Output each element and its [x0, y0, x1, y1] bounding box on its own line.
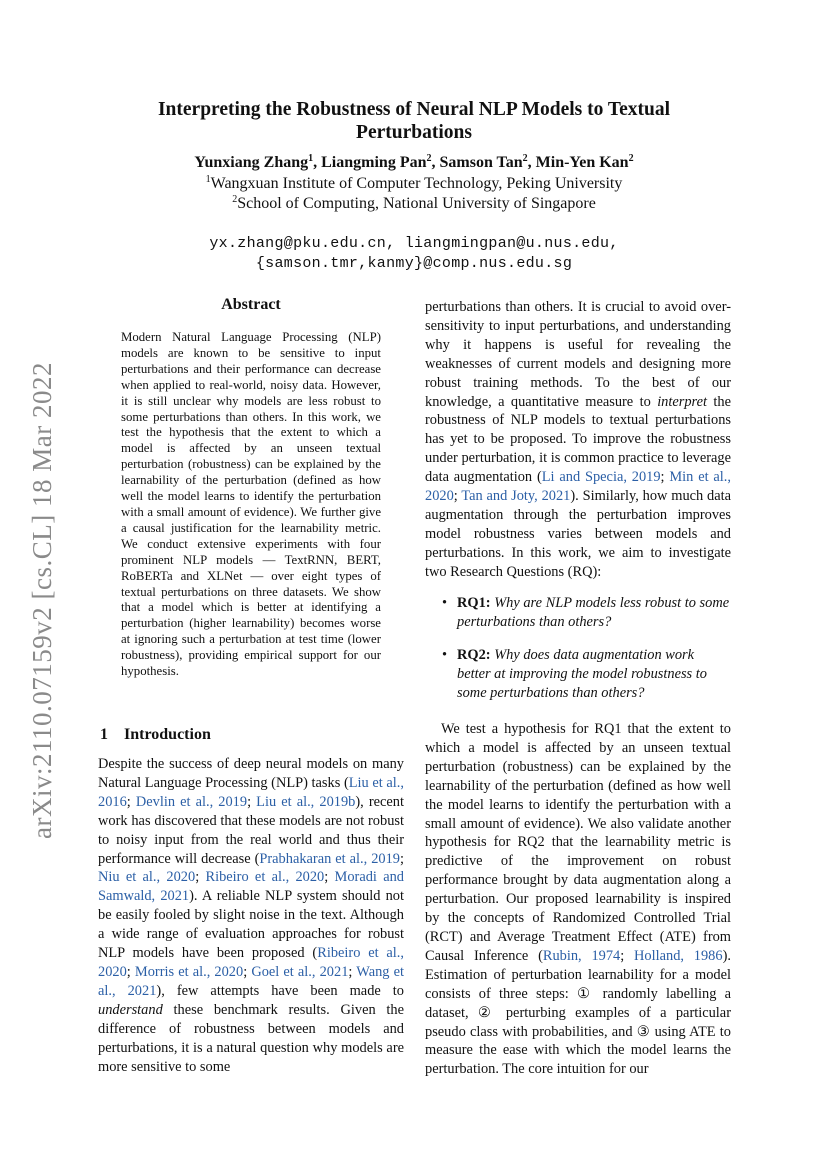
emphasis-text: understand: [98, 1001, 163, 1018]
email-line: yx.zhang@pku.edu.cn, liangmingpan@u.nus.edu,: [209, 235, 619, 252]
citation-link[interactable]: Rubin, 1974: [542, 947, 621, 964]
body-text: ;: [126, 963, 135, 980]
citation-link[interactable]: Moradi and Samwald, 2021: [98, 869, 404, 905]
body-text: ;: [243, 963, 252, 980]
body-text: ), recent work has discovered that these models are not robust to noisy input from the real world and thus their performance will decrease (: [98, 793, 404, 867]
author-name: Liangming Pan: [321, 154, 427, 171]
citation-link[interactable]: Goel et al., 2021: [251, 963, 349, 980]
citation-link[interactable]: Wang et al., 2021: [98, 963, 404, 999]
body-text: ). Similarly, how much data augmentation through the perturbation improves model robustness varies between models and perturbations. In this work, we aim to investigate two Research Questions (RQ):: [425, 488, 732, 580]
abstract-body: Modern Natural Language Processing (NLP) models are known to be sensitive to input perturbations and their performance can decrease when applied to real-world, noisy data. However, it is still unclear why models are less robust to some perturbations than others. In this work, we test the hypothesis that the extent to which a model is affected by an unseen textual perturbation (robustness) can be explained by the learnability of the perturbation (defined as how well the model learns to identify the perturbation with a small amount of evidence). We further give a causal justification for the learnability metric. We conduct extensive experiments with four prominent NLP models — TextRNN, BERT, RoBERTa and XLNet — over eight types of textual perturbations on three datasets. We show that a model which is better at identifying a perturbation (higher learnability) becomes worse at ignoring such a perturbation at test time (lower robustness), providing empirical support for our hypothesis.: [121, 330, 381, 679]
citation-link[interactable]: Liu et al., 2016: [98, 774, 404, 810]
citation-link[interactable]: Tan and Joty, 2021: [461, 488, 571, 505]
body-text: Despite the success of deep neural models on many Natural Language Processing (NLP) tasks (: [98, 756, 404, 791]
body-text: the robustness of NLP models to textual perturbations has yet to be proposed. To improve the robustness under perturbation, it is common practice to leverage data augmentation (: [425, 393, 731, 486]
citation-link[interactable]: Devlin et al., 2019: [135, 793, 248, 810]
body-text: ;: [247, 793, 257, 810]
body-text: ;: [195, 869, 206, 886]
author-name: Min-Yen Kan: [535, 154, 629, 171]
affiliation-text: School of Computing, National University of Singapore: [237, 195, 596, 212]
author-mark: 1: [308, 153, 314, 164]
citation-link[interactable]: Holland, 1986: [634, 947, 723, 964]
affiliation-mark: 1: [205, 174, 211, 185]
citation-link[interactable]: Prabhakaran et al., 2019: [259, 850, 400, 867]
rq-label: RQ1:: [457, 595, 491, 611]
body-text: We test a hypothesis for RQ1 that the extent to which a model is affected by an unseen textual perturbation (robustness) can be explained by the learnability of the perturbation (defined as how well the model learns to identify the perturbation with a small amount of evidence). We also validate another hypothesis for RQ2 that the learnability metric is predictive of the improvement on robust performance brought by data augmentation along a perturbation. Our proposed learnability is inspired by the concepts of Randomized Controlled Trial (RCT) and Average Treatment Effect (ATE) from Causal Inference (: [425, 721, 731, 964]
body-text: ;: [400, 850, 404, 867]
citation-link[interactable]: Morris et al., 2020: [134, 963, 244, 980]
citation-link[interactable]: Liu et al., 2019b: [256, 793, 356, 810]
body-text: ;: [126, 793, 136, 810]
body-text: ), few attempts have been made to: [156, 982, 404, 999]
intro-paragraph-continued: [425, 298, 731, 582]
intro-paragraph: [98, 755, 404, 1076]
emphasis-text: interpret: [657, 393, 708, 410]
citation-link[interactable]: Ribeiro et al., 2020: [205, 869, 325, 886]
section-title: Introduction: [124, 726, 211, 743]
rq-label: RQ2:: [457, 646, 491, 663]
rq-text: Why are NLP models less robust to some perturbations than others?: [457, 595, 730, 630]
body-text: ;: [348, 963, 357, 980]
citation-link[interactable]: Ribeiro et al., 2020: [98, 945, 404, 980]
body-text: ;: [324, 869, 335, 886]
author-mark: 2: [426, 153, 432, 164]
author-mark: 2: [628, 153, 634, 164]
citation-link[interactable]: Niu et al., 2020: [98, 869, 196, 886]
bullet-icon: •: [442, 646, 448, 663]
affiliation-mark: 2: [232, 194, 238, 205]
body-text: these benchmark results. Given the difference of robustness between models and perturbations, it is a natural question why models are more sensitive to some: [98, 1001, 404, 1075]
research-question-item: [425, 646, 731, 703]
affiliation-text: Wangxuan Institute of Computer Technology, Peking University: [210, 175, 623, 192]
section-heading-introduction: [100, 726, 211, 744]
affiliation-line: [100, 174, 728, 194]
intro-paragraph: [425, 720, 731, 1079]
author-name: Samson Tan: [439, 154, 523, 171]
citation-link[interactable]: Li and Specia, 2019: [541, 469, 661, 486]
research-question-item: [425, 594, 731, 632]
citation-link[interactable]: Min et al., 2020: [425, 469, 731, 505]
rq-text: Why does data augmentation work better at improving the model robustness to some perturbations than others?: [457, 646, 707, 701]
bullet-icon: •: [442, 595, 448, 611]
arxiv-identifier-text: arXiv:2110.07159v2 [cs.CL] 18 Mar 2022: [26, 361, 57, 839]
author-list: Yunxiang Zhang$^1$, Liangming Pan$^2$, Samson Tan$^2$, Min-Yen Kan$^2$: [194, 153, 634, 171]
abstract-heading: Abstract: [221, 296, 281, 313]
research-question-list: [425, 594, 731, 717]
body-text: ). Estimation of perturbation learnability for a model consists of three steps: ① randomly labelling a dataset, ② perturbing examples of a particular pseudo class with probabilities, and ③ using ATE to measure the ease with which the model learns the perturbation. The core intuition for our: [425, 947, 731, 1078]
body-text: ). A reliable NLP system should not be easily fooled by slight noise in the text. Although a wide range of evaluation approaches for robust NLP models have been proposed (: [98, 888, 404, 962]
body-text: ;: [660, 469, 670, 486]
affiliation-line: [100, 194, 728, 214]
body-text: perturbations than others. It is crucial to avoid over-sensitivity to input perturbations, and understanding why it happens is useful for revealing the weaknesses of current models and designing more robust training methods. To the best of our knowledge, a quantitative measure to: [425, 299, 731, 410]
section-number: 1: [100, 726, 108, 743]
author-mark: 2: [522, 153, 528, 164]
arxiv-identifier-stamp: [28, 360, 56, 840]
email-line: {samson.tmr,kanmy}@comp.nus.edu.sg: [255, 255, 573, 272]
paper-title: Interpreting the Robustness of Neural NLP Models to Textual Perturbations: [157, 99, 671, 143]
author-name: Yunxiang Zhang: [194, 154, 309, 171]
body-text: ;: [620, 947, 635, 964]
body-text: ;: [453, 488, 462, 505]
